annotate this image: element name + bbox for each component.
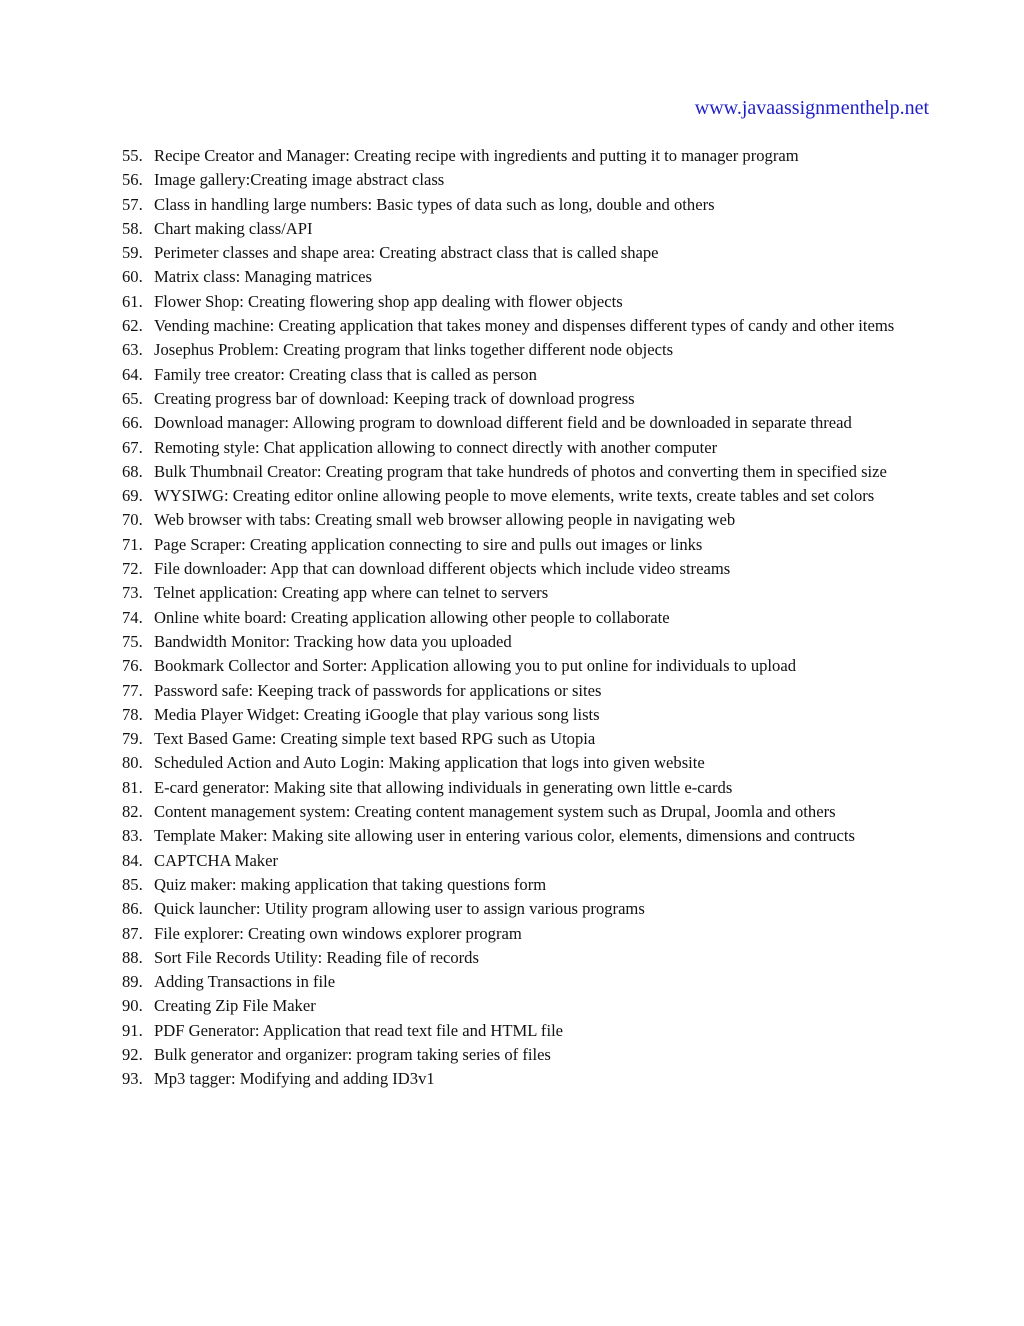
list-item-number: 90. xyxy=(122,996,143,1016)
list-item-number: 76. xyxy=(122,656,143,676)
list-item xyxy=(122,922,922,946)
list-item-text: Scheduled Action and Auto Login: Making application that logs into given website xyxy=(154,753,705,773)
list-item-number: 86. xyxy=(122,899,143,919)
list-item-text: Mp3 tagger: Modifying and adding ID3v1 xyxy=(154,1069,435,1089)
list-item-text: Content management system: Creating content management system such as Drupal, Joomla and others xyxy=(154,802,836,822)
list-item xyxy=(122,460,922,484)
list-item-number: 72. xyxy=(122,559,143,579)
list-item-text: Image gallery:Creating image abstract class xyxy=(154,170,445,190)
list-item-number: 69. xyxy=(122,486,143,506)
list-item xyxy=(122,144,922,168)
list-item-text: Sort File Records Utility: Reading file of records xyxy=(154,947,479,967)
list-item-text: Telnet application: Creating app where can telnet to servers xyxy=(154,583,549,603)
list-item-text: PDF Generator: Application that read text file and HTML file xyxy=(154,1020,564,1040)
list-item-text: Matrix class: Managing matrices xyxy=(154,267,372,287)
list-item-number: 87. xyxy=(122,923,143,943)
list-item-text: Creating progress bar of download: Keeping track of download progress xyxy=(154,388,635,408)
list-item xyxy=(122,581,922,605)
list-item-text: Password safe: Keeping track of passwords for applications or sites xyxy=(154,680,602,700)
list-item xyxy=(122,168,922,192)
list-item xyxy=(122,338,922,362)
list-item-text: CAPTCHA Maker xyxy=(154,850,278,870)
list-item xyxy=(122,557,922,581)
list-item xyxy=(122,849,922,873)
list-item xyxy=(122,727,922,751)
list-item xyxy=(122,411,922,435)
list-item-number: 61. xyxy=(122,291,143,311)
list-item-text: Media Player Widget: Creating iGoogle that play various song lists xyxy=(154,704,600,724)
list-item-text: Bookmark Collector and Sorter: Application allowing you to put online for individuals to upload xyxy=(154,656,796,676)
list-item-number: 92. xyxy=(122,1044,143,1064)
list-item xyxy=(122,387,922,411)
list-item-text: Remoting style: Chat application allowing to connect directly with another computer xyxy=(154,437,718,457)
list-item xyxy=(122,751,922,775)
list-item-number: 64. xyxy=(122,364,143,384)
list-item-text: WYSIWG: Creating editor online allowing people to move elements, write texts, create tables and set colors xyxy=(154,486,875,506)
list-item-text: Chart making class/API xyxy=(154,218,313,238)
list-item xyxy=(122,265,922,289)
list-item-text: File explorer: Creating own windows explorer program xyxy=(154,923,522,943)
list-item-number: 82. xyxy=(122,802,143,822)
list-item xyxy=(122,994,922,1018)
list-item-text: Vending machine: Creating application that takes money and dispenses different types of candy and other items xyxy=(154,316,895,336)
list-item-number: 88. xyxy=(122,947,143,967)
list-item-text: Quick launcher: Utility program allowing user to assign various programs xyxy=(154,899,645,919)
list-item-text: Class in handling large numbers: Basic types of data such as long, double and others xyxy=(154,194,715,214)
list-item xyxy=(122,290,922,314)
list-item-number: 73. xyxy=(122,583,143,603)
list-item xyxy=(122,1043,922,1067)
list-item xyxy=(122,241,922,265)
list-item-number: 93. xyxy=(122,1069,143,1089)
list-item-number: 84. xyxy=(122,850,143,870)
list-item-text: Web browser with tabs: Creating small web browser allowing people in navigating web xyxy=(154,510,736,530)
list-item xyxy=(122,1019,922,1043)
list-item xyxy=(122,606,922,630)
list-item-text: Josephus Problem: Creating program that links together different node objects xyxy=(154,340,674,360)
list-item-text: Online white board: Creating application allowing other people to collaborate xyxy=(154,607,670,627)
list-item-text: Perimeter classes and shape area: Creating abstract class that is called shape xyxy=(154,243,659,263)
list-item-text: Recipe Creator and Manager: Creating recipe with ingredients and putting it to manager program xyxy=(154,146,799,165)
list-item-number: 80. xyxy=(122,753,143,773)
list-item-number: 79. xyxy=(122,729,143,749)
list-item-number: 81. xyxy=(122,777,143,797)
list-item-text: Bulk Thumbnail Creator: Creating program that take hundreds of photos and converting them in specified size xyxy=(154,461,887,481)
list-item-text: Flower Shop: Creating flowering shop app dealing with flower objects xyxy=(154,291,623,311)
list-item xyxy=(122,970,922,994)
list-item xyxy=(122,897,922,921)
list-item-text: Text Based Game: Creating simple text based RPG such as Utopia xyxy=(154,729,596,749)
list-item-text: Adding Transactions in file xyxy=(154,972,336,992)
list-item xyxy=(122,776,922,800)
list-item-number: 83. xyxy=(122,826,143,846)
list-item-number: 63. xyxy=(122,340,143,360)
list-item-number: 70. xyxy=(122,510,143,530)
list-item-number: 68. xyxy=(122,461,143,481)
list-item xyxy=(122,800,922,824)
list-item xyxy=(122,946,922,970)
list-item-text: E-card generator: Making site that allowing individuals in generating own little e-cards xyxy=(154,777,733,797)
list-item xyxy=(122,679,922,703)
list-item xyxy=(122,654,922,678)
list-item-text: Download manager: Allowing program to download different field and be downloaded in separate thread xyxy=(154,413,852,433)
list-item-number: 75. xyxy=(122,631,143,651)
list-item-number: 58. xyxy=(122,218,143,238)
list-item-text: Page Scraper: Creating application connecting to sire and pulls out images or links xyxy=(154,534,703,554)
list-item xyxy=(122,314,922,338)
list-item xyxy=(122,824,922,848)
list-item xyxy=(122,193,922,217)
list-item-text: Bandwidth Monitor: Tracking how data you uploaded xyxy=(154,631,512,651)
list-item-text: Quiz maker: making application that taking questions form xyxy=(154,874,547,894)
list-item-number: 85. xyxy=(122,874,143,894)
list-item-text: Template Maker: Making site allowing user in entering various color, elements, dimensions and contructs xyxy=(154,826,855,846)
list-item-number: 77. xyxy=(122,680,143,700)
list-item-number: 62. xyxy=(122,316,143,336)
list-item-number: 78. xyxy=(122,704,143,724)
list-item xyxy=(122,873,922,897)
list-item-number: 67. xyxy=(122,437,143,457)
list-item-number: 56. xyxy=(122,170,143,190)
list-item xyxy=(122,363,922,387)
list-item-text: File downloader: App that can download different objects which include video streams xyxy=(154,559,731,579)
list-item-number: 59. xyxy=(122,243,143,263)
list-item-text: Creating Zip File Maker xyxy=(154,996,316,1016)
list-item-text: Bulk generator and organizer: program taking series of files xyxy=(154,1044,551,1064)
list-item xyxy=(122,1067,922,1091)
list-item-number: 89. xyxy=(122,972,143,992)
list-item-number: 66. xyxy=(122,413,143,433)
list-item xyxy=(122,436,922,460)
list-item-number: 74. xyxy=(122,607,143,627)
list-item xyxy=(122,508,922,532)
project-ideas-list xyxy=(122,144,922,1092)
list-item-number: 55. xyxy=(122,146,143,165)
list-item xyxy=(122,217,922,241)
list-item-number: 60. xyxy=(122,267,143,287)
list-item-text: Family tree creator: Creating class that is called as person xyxy=(154,364,537,384)
list-item-number: 65. xyxy=(122,388,143,408)
list-item xyxy=(122,484,922,508)
list-item xyxy=(122,533,922,557)
list-item-number: 91. xyxy=(122,1020,143,1040)
list-item-number: 57. xyxy=(122,194,143,214)
site-url-link[interactable]: www.javaassignmenthelp.net xyxy=(694,97,929,119)
list-item xyxy=(122,630,922,654)
list-item xyxy=(122,703,922,727)
list-item-number: 71. xyxy=(122,534,143,554)
